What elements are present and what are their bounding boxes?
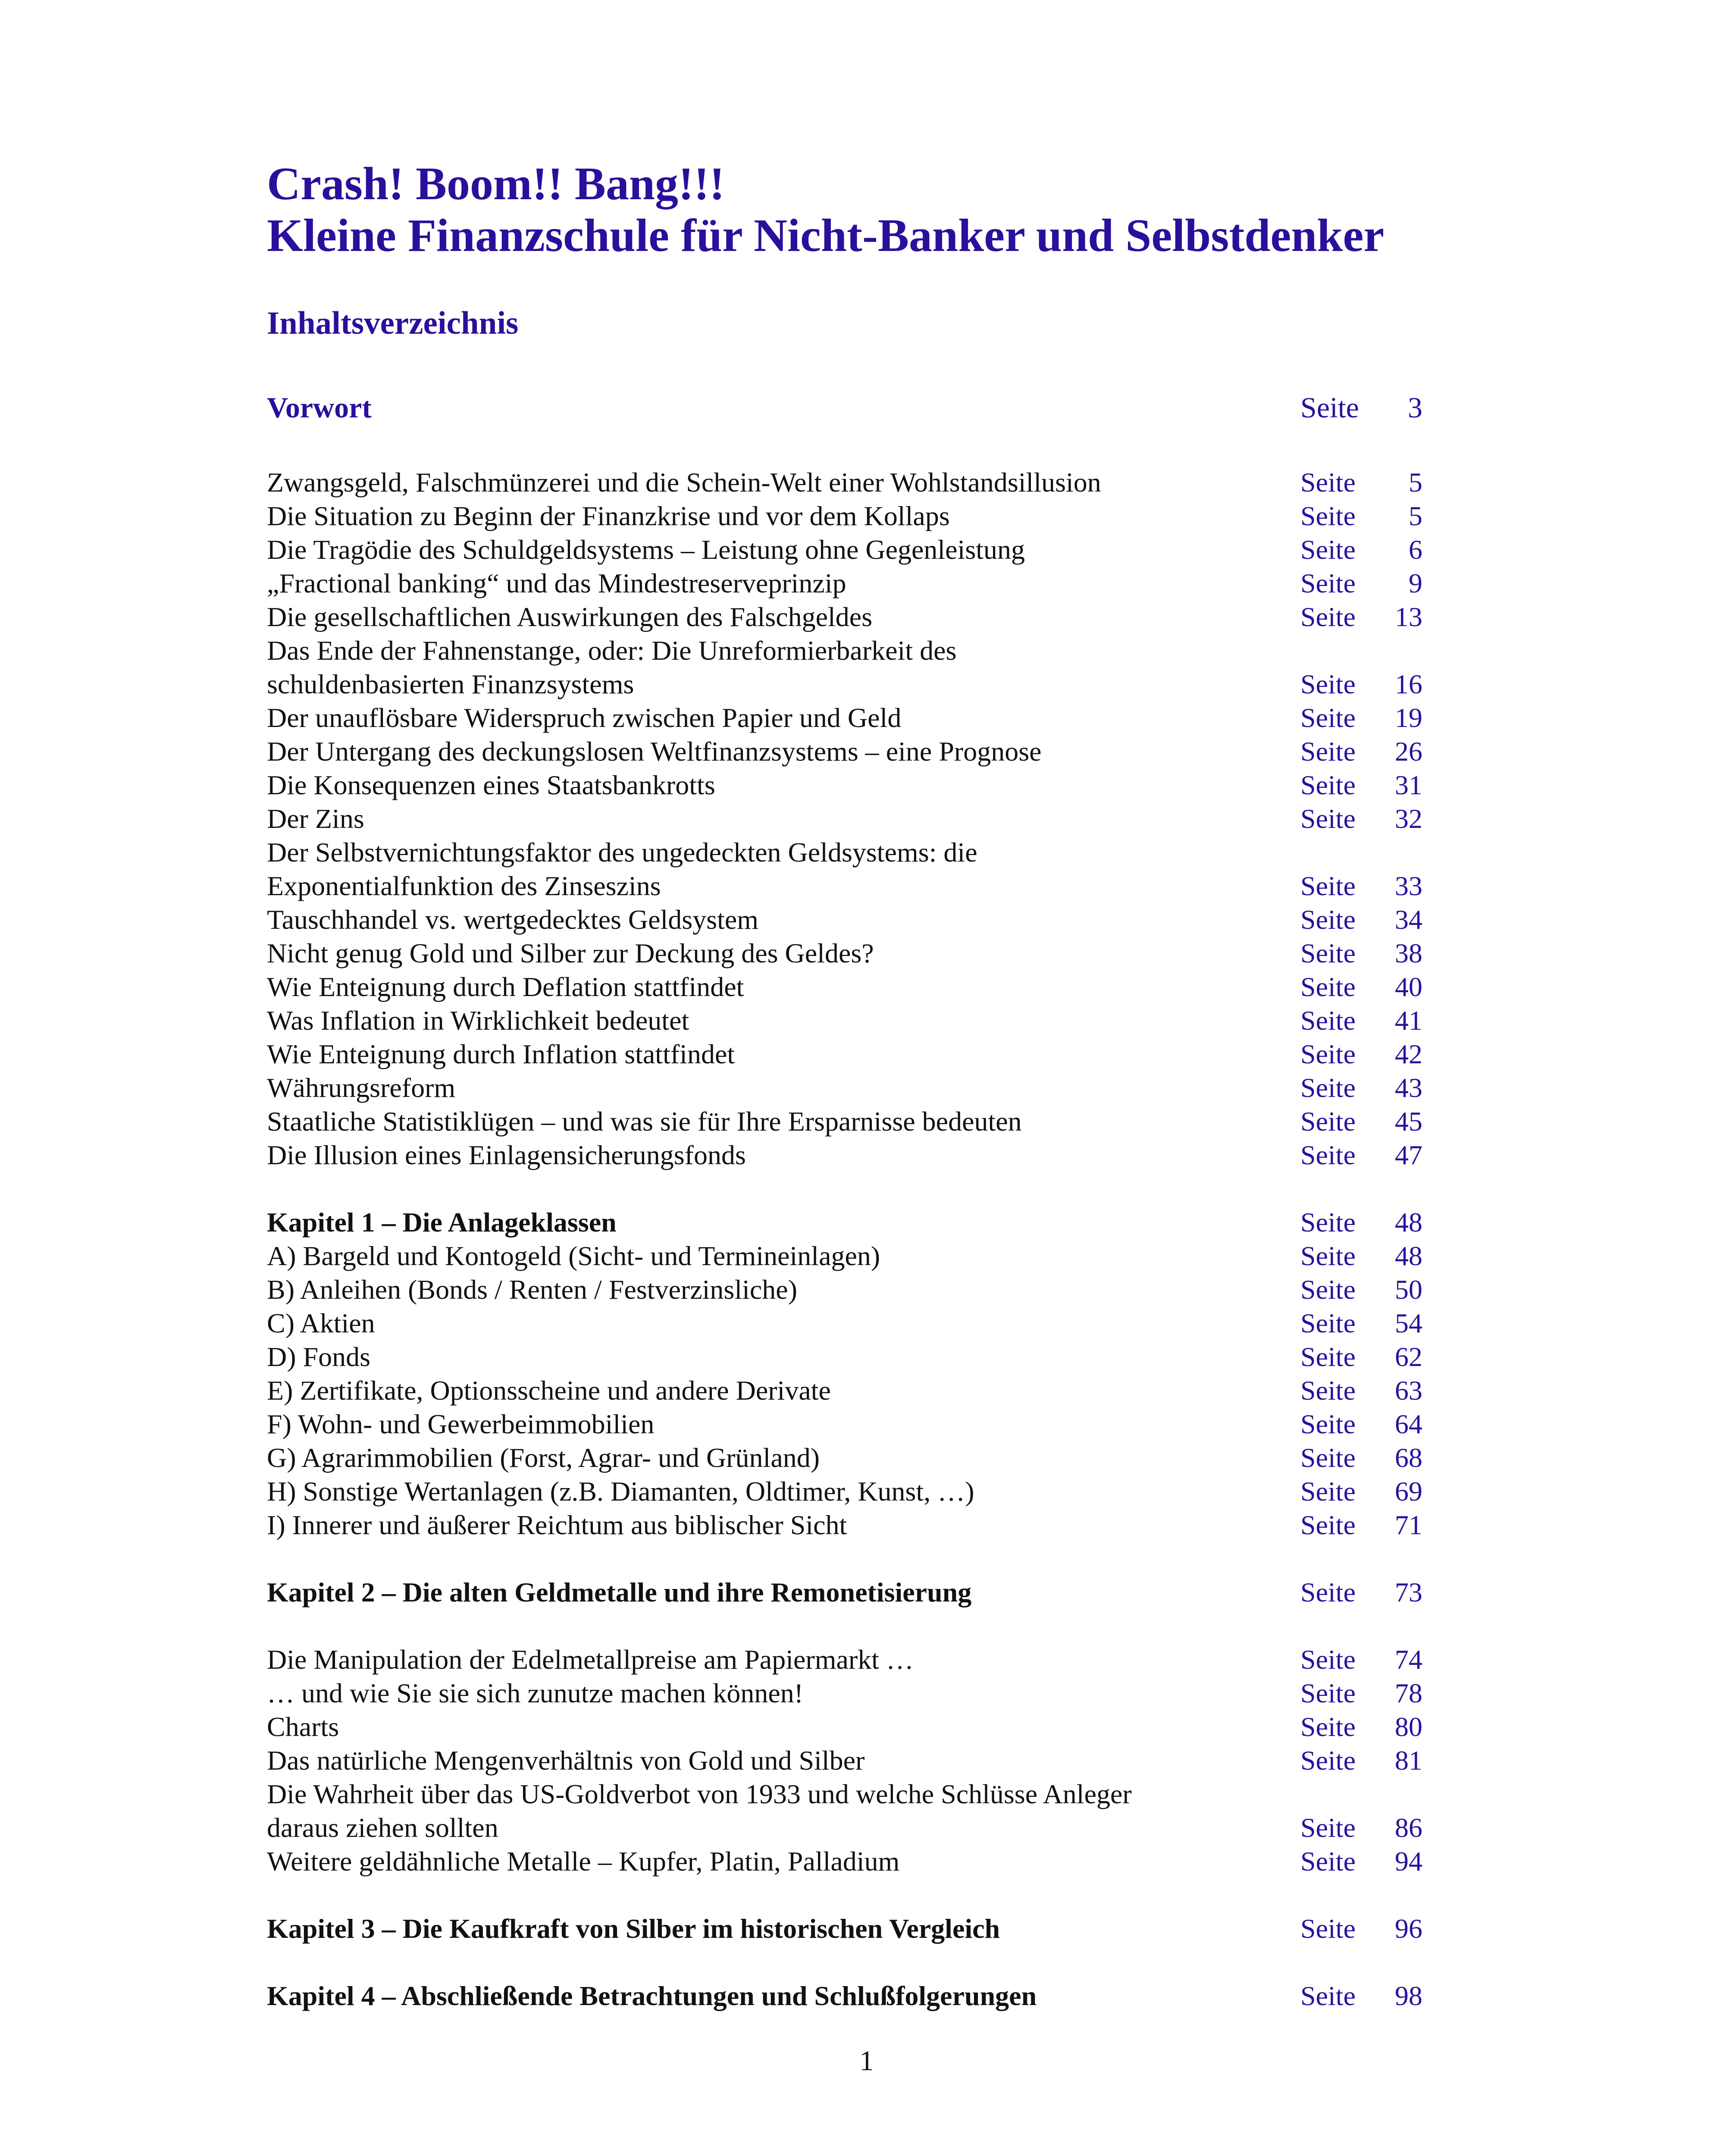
toc-entry-title: schuldenbasierten Finanzsystems <box>267 669 634 699</box>
toc-entry <box>267 600 1422 634</box>
toc-entry-title: Der unauflösbare Widerspruch zwischen Papier und Geld <box>267 702 902 733</box>
toc-entry <box>267 499 1422 533</box>
title-line-2: Kleine Finanzschule für Nicht-Banker und Selbstdenker <box>267 210 1384 261</box>
toc-entry-title: Zwangsgeld, Falschmünzerei und die Schein-Welt einer Wohlstandsillusion <box>267 467 1101 498</box>
toc-entry <box>267 869 1422 903</box>
toc-entry-page-number: 42 <box>1395 1039 1422 1069</box>
toc-entry-title: Das Ende der Fahnenstange, oder: Die Unreformierbarkeit des <box>267 635 957 666</box>
toc-entry-page-number: 19 <box>1395 702 1422 733</box>
toc-entry-page-label: Seite <box>1300 602 1356 632</box>
toc-entry-page-label: Seite <box>1300 1409 1356 1439</box>
toc-entry-title: Die Illusion eines Einlagensicherungsfonds <box>267 1140 746 1170</box>
toc-entry-page-label: Seite <box>1300 1913 1356 1944</box>
toc-entry <box>267 970 1422 1004</box>
toc-entry-page-label: Seite <box>1300 1442 1356 1473</box>
toc-entry <box>267 1811 1422 1845</box>
toc-entry <box>267 1744 1422 1777</box>
toc-entry <box>267 1206 1422 1239</box>
toc-entry-page-label: Seite <box>1300 1039 1356 1069</box>
toc-entry-title: Tauschhandel vs. wertgedecktes Geldsystem <box>267 904 759 935</box>
toc-entry <box>267 391 1422 424</box>
toc-entry-page-number: 47 <box>1395 1140 1422 1170</box>
toc-entry-page-number: 32 <box>1395 803 1422 834</box>
toc-entry <box>267 1307 1422 1340</box>
toc-entry <box>267 1508 1422 1542</box>
toc-entry-page-number: 33 <box>1395 871 1422 901</box>
toc-entry <box>267 1576 1422 1609</box>
toc-entry-page-label: Seite <box>1300 1106 1356 1137</box>
toc-entry <box>267 1105 1422 1138</box>
toc-entry-page-number: 71 <box>1395 1510 1422 1540</box>
toc-entry <box>267 1912 1422 1946</box>
toc-entry-page-number: 16 <box>1395 669 1422 699</box>
toc-entry <box>267 1138 1422 1172</box>
toc-entry-title: Weitere geldähnliche Metalle – Kupfer, Platin, Palladium <box>267 1846 900 1877</box>
toc-entry-title: G) Agrarimmobilien (Forst, Agrar- und Grünland) <box>267 1442 820 1473</box>
toc-entry <box>267 466 1422 499</box>
toc-entry-page-label: Seite <box>1300 1476 1356 1507</box>
toc-entry <box>267 1374 1422 1407</box>
toc-entry-page-label: Seite <box>1300 1577 1356 1608</box>
toc-entry-page-label: Seite <box>1300 1745 1356 1776</box>
toc-entry-title: Was Inflation in Wirklichkeit bedeutet <box>267 1005 689 1036</box>
toc-entry-page-label: Seite <box>1300 1308 1356 1338</box>
toc-entry-page-number: 48 <box>1395 1241 1422 1271</box>
toc-entry-title: I) Innerer und äußerer Reichtum aus biblischer Sicht <box>267 1510 847 1540</box>
toc-entry-title: Staatliche Statistiklügen – und was sie für Ihre Ersparnisse bedeuten <box>267 1106 1022 1137</box>
toc-entry <box>267 1643 1422 1677</box>
toc-entry-title: Der Zins <box>267 803 364 834</box>
toc-entry-page-number: 86 <box>1395 1812 1422 1843</box>
toc-entry-title: Kapitel 3 – Die Kaufkraft von Silber im historischen Vergleich <box>267 1913 1000 1944</box>
toc-entry-page-label: Seite <box>1300 1274 1356 1305</box>
toc-entry-title: Vorwort <box>267 391 372 424</box>
page-number: 1 <box>859 2045 874 2077</box>
toc-entry <box>267 667 1422 701</box>
toc-entry-page-number: 13 <box>1395 602 1422 632</box>
toc-entry-page-label: Seite <box>1300 1812 1356 1843</box>
toc-heading: Inhaltsverzeichnis <box>267 305 519 341</box>
toc-entry-page-number: 6 <box>1409 534 1422 565</box>
toc-entry <box>267 836 1422 869</box>
toc-entry-page-number: 34 <box>1395 904 1422 935</box>
toc-entry-page-number: 45 <box>1395 1106 1422 1137</box>
toc-entry-title: Wie Enteignung durch Inflation stattfindet <box>267 1039 735 1069</box>
toc-entry <box>267 567 1422 600</box>
toc-entry <box>267 903 1422 937</box>
toc-entry-title: Wie Enteignung durch Deflation stattfindet <box>267 971 744 1002</box>
toc-entry-page-label: Seite <box>1300 1644 1356 1675</box>
toc-entry-title: Das natürliche Mengenverhältnis von Gold und Silber <box>267 1745 865 1776</box>
toc-entry <box>267 1475 1422 1508</box>
toc-entry <box>267 735 1422 768</box>
toc-entry-page-number: 78 <box>1395 1678 1422 1708</box>
toc-entry-title: Kapitel 4 – Abschließende Betrachtungen und Schlußfolgerungen <box>267 1981 1037 2011</box>
toc-entry-page-label: Seite <box>1300 736 1356 767</box>
toc-entry-page-number: 62 <box>1395 1341 1422 1372</box>
toc-entry-title: C) Aktien <box>267 1308 375 1338</box>
toc-entry-title: Die Manipulation der Edelmetallpreise am Papiermarkt … <box>267 1644 914 1675</box>
toc-entry-page-number: 64 <box>1395 1409 1422 1439</box>
toc-entry <box>267 1845 1422 1878</box>
toc-entry-page-label: Seite <box>1300 1241 1356 1271</box>
toc-entry-title: Kapitel 2 – Die alten Geldmetalle und ihre Remonetisierung <box>267 1577 972 1608</box>
toc-entry-title: Die Wahrheit über das US-Goldverbot von 1933 und welche Schlüsse Anleger <box>267 1779 1132 1809</box>
toc-entry-page-label: Seite <box>1300 467 1356 498</box>
toc-entry <box>267 1777 1422 1811</box>
toc-entry-title: H) Sonstige Wertanlagen (z.B. Diamanten, Oldtimer, Kunst, …) <box>267 1476 974 1507</box>
toc-entry-page-number: 96 <box>1395 1913 1422 1944</box>
toc-entry <box>267 634 1422 667</box>
toc-entry-title: D) Fonds <box>267 1341 371 1372</box>
toc-entry-page-label: Seite <box>1300 803 1356 834</box>
toc-entry-title: daraus ziehen sollten <box>267 1812 498 1843</box>
toc-entry-page-label: Seite <box>1300 1846 1356 1877</box>
toc-entry <box>267 1340 1422 1374</box>
toc-entry-title: Die Tragödie des Schuldgeldsystems – Leistung ohne Gegenleistung <box>267 534 1025 565</box>
toc-entry-page-label: Seite <box>1300 1510 1356 1540</box>
toc-entry-page-number: 5 <box>1409 501 1422 531</box>
toc-entry-title: Die gesellschaftlichen Auswirkungen des Falschgeldes <box>267 602 873 632</box>
toc-entry-page-label: Seite <box>1300 904 1356 935</box>
toc-entry-title: F) Wohn- und Gewerbeimmobilien <box>267 1409 655 1439</box>
toc-entry-page-number: 38 <box>1395 938 1422 968</box>
toc-entry-page-number: 3 <box>1408 391 1422 424</box>
toc-entry <box>267 1239 1422 1273</box>
toc-entry-page-label: Seite <box>1300 1207 1356 1238</box>
toc-entry-page-number: 63 <box>1395 1375 1422 1406</box>
toc-entry-page-label: Seite <box>1300 770 1356 800</box>
toc-entry-page-number: 40 <box>1395 971 1422 1002</box>
title-line-1: Crash! Boom!! Bang!!! <box>267 158 725 210</box>
toc-entry <box>267 1441 1422 1475</box>
toc-entry-page-number: 48 <box>1395 1207 1422 1238</box>
toc-entry-page-label: Seite <box>1300 871 1356 901</box>
toc-entry-title: Kapitel 1 – Die Anlageklassen <box>267 1207 617 1238</box>
toc-entry-page-number: 9 <box>1409 568 1422 599</box>
toc-entry-page-number: 54 <box>1395 1308 1422 1338</box>
toc-entry-title: … und wie Sie sie sich zunutze machen können! <box>267 1678 804 1708</box>
toc-entry-title: B) Anleihen (Bonds / Renten / Festverzinsliche) <box>267 1274 797 1305</box>
toc-entry-page-label: Seite <box>1300 1140 1356 1170</box>
toc-entry-title: Charts <box>267 1711 339 1742</box>
toc-entry-page-label: Seite <box>1300 1005 1356 1036</box>
toc-entry-page-number: 41 <box>1395 1005 1422 1036</box>
toc-entry-page-label: Seite <box>1300 971 1356 1002</box>
toc-entry <box>267 1273 1422 1307</box>
toc-entry-title: Die Konsequenzen eines Staatsbankrotts <box>267 770 715 800</box>
toc-entry-title: „Fractional banking“ und das Mindestreserveprinzip <box>267 568 846 599</box>
toc-entry <box>267 768 1422 802</box>
toc-entry-page-number: 69 <box>1395 1476 1422 1507</box>
toc-entry-page-number: 68 <box>1395 1442 1422 1473</box>
toc-entry-title: Der Untergang des deckungslosen Weltfinanzsystems – eine Prognose <box>267 736 1042 767</box>
toc-entry-page-label: Seite <box>1300 1981 1356 2011</box>
toc-entry-page-number: 31 <box>1395 770 1422 800</box>
toc-entry-title: Nicht genug Gold und Silber zur Deckung des Geldes? <box>267 938 874 968</box>
toc-entry <box>267 1407 1422 1441</box>
toc-entry-page-label: Seite <box>1300 1711 1356 1742</box>
toc-entry <box>267 1037 1422 1071</box>
toc-entry-page-label: Seite <box>1300 391 1359 424</box>
toc-entry <box>267 1979 1422 2013</box>
toc-entry-page-label: Seite <box>1300 702 1356 733</box>
toc-entry-page-label: Seite <box>1300 669 1356 699</box>
toc-entry-page-number: 80 <box>1395 1711 1422 1742</box>
toc-entry-page-label: Seite <box>1300 568 1356 599</box>
toc-entry-title: Exponentialfunktion des Zinseszins <box>267 871 661 901</box>
toc-entry-title: A) Bargeld und Kontogeld (Sicht- und Termineinlagen) <box>267 1241 880 1271</box>
toc-entry-page-label: Seite <box>1300 1678 1356 1708</box>
toc-entry-page-number: 73 <box>1395 1577 1422 1608</box>
toc-entry <box>267 1071 1422 1105</box>
toc-entry-page-number: 43 <box>1395 1072 1422 1103</box>
toc-entry <box>267 937 1422 970</box>
toc-entry-page-label: Seite <box>1300 1341 1356 1372</box>
toc-entry-page-label: Seite <box>1300 1375 1356 1406</box>
toc-entry-page-label: Seite <box>1300 1072 1356 1103</box>
toc-entry <box>267 533 1422 567</box>
toc-entry <box>267 1677 1422 1710</box>
toc-entry <box>267 1004 1422 1037</box>
toc-entry <box>267 1710 1422 1744</box>
toc-entry-page-number: 94 <box>1395 1846 1422 1877</box>
toc-entry-page-number: 74 <box>1395 1644 1422 1675</box>
toc-entry-title: Der Selbstvernichtungsfaktor des ungedeckten Geldsystems: die <box>267 837 977 868</box>
toc-entry <box>267 802 1422 836</box>
toc-entry-title: Währungsreform <box>267 1072 456 1103</box>
toc-entry-page-number: 98 <box>1395 1981 1422 2011</box>
toc-entry-page-label: Seite <box>1300 938 1356 968</box>
toc-entry-title: E) Zertifikate, Optionsscheine und andere Derivate <box>267 1375 831 1406</box>
toc-entry-page-number: 5 <box>1409 467 1422 498</box>
toc-entry <box>267 701 1422 735</box>
toc-entry-page-number: 26 <box>1395 736 1422 767</box>
toc-entry-title: Die Situation zu Beginn der Finanzkrise und vor dem Kollaps <box>267 501 950 531</box>
toc-entry-page-number: 81 <box>1395 1745 1422 1776</box>
toc-entry-page-number: 50 <box>1395 1274 1422 1305</box>
toc-entry-page-label: Seite <box>1300 534 1356 565</box>
toc-entry-page-label: Seite <box>1300 501 1356 531</box>
